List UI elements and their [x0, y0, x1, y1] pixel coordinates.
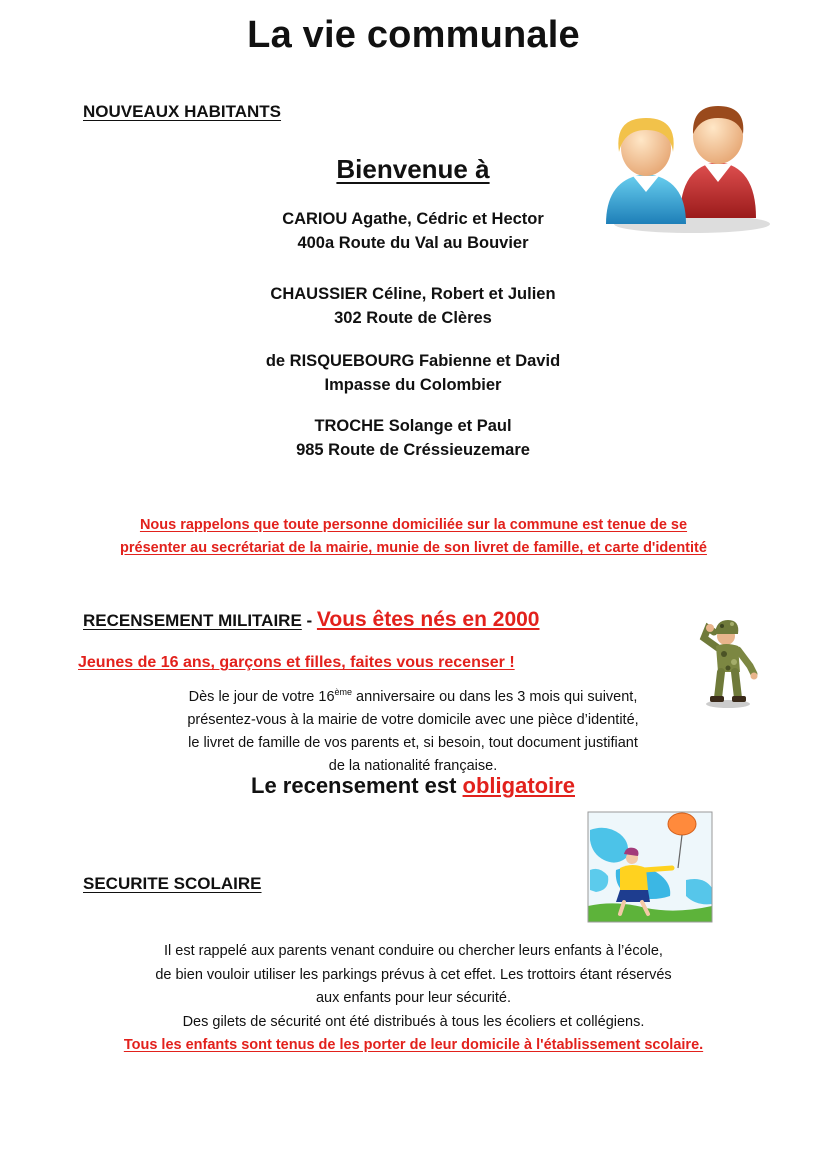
military-text-line: le livret de famille de vos parents et, si besoin, tout document justifiant [188, 734, 638, 751]
military-text-line: Dès le jour de votre 16ème anniversaire ou dans les 3 mois qui suivent, [188, 687, 638, 705]
school-text-line: aux enfants pour leur sécurité. [315, 990, 512, 1006]
family-address: Impasse du Colombier [324, 376, 502, 394]
reminder-line: Nous rappelons que toute personne domiciliée sur la commune est tenue de se [139, 517, 688, 533]
school-text-line: de bien vouloir utiliser les parkings prévus à cet effet. Les trottoirs étant réservés [155, 966, 672, 983]
mandatory-prefix: Le recensement est [251, 773, 463, 798]
school-safety-warning: Tous les enfants sont tenus de les porter de leur domicile à l'établissement scolaire. [123, 1037, 704, 1053]
reminder-line: présenter au secrétariat de la mairie, munie de son livret de famille, et carte d'identité [120, 540, 707, 556]
section-heading-new-residents: NOUVEAUX HABITANTS [83, 102, 282, 121]
family-address: 985 Route de Créssieuzemare [296, 441, 530, 459]
military-subheading: Jeunes de 16 ans, garçons et filles, faites vous recenser ! [78, 654, 515, 671]
school-text-line: Il est rappelé aux parents venant conduire ou chercher leurs enfants à l’école, [164, 943, 663, 959]
family-entry [150, 207, 676, 255]
family-address: 302 Route de Clères [334, 309, 492, 327]
family-name: CHAUSSIER Céline, Robert et Julien [270, 285, 556, 303]
family-name: CARIOU Agathe, Cédric et Hector [282, 210, 544, 228]
military-highlight: Vous êtes nés en 2000 [316, 608, 540, 631]
family-entry [150, 414, 676, 462]
school-text-line: Des gilets de sécurité ont été distribués à tous les écoliers et collégiens. [182, 1013, 645, 1030]
military-text-line: de la nationalité française. [328, 757, 498, 774]
family-entry [150, 349, 676, 397]
welcome-heading: Bienvenue à [336, 154, 490, 184]
heading-separator: - [301, 611, 317, 630]
military-text-line: présentez-vous à la mairie de votre domicile avec une pièce d’identité, [187, 711, 639, 728]
mandatory-word: obligatoire [462, 773, 575, 798]
military-heading-text: RECENSEMENT MILITAIRE [83, 611, 302, 630]
child-balloon-icon [586, 810, 718, 926]
school-safety-text [60, 940, 767, 1058]
section-heading-school-safety: SECURITE SCOLAIRE [83, 874, 262, 893]
family-entry [150, 282, 676, 330]
family-address: 400a Route du Val au Bouvier [297, 234, 529, 252]
soldier-icon [688, 614, 768, 710]
military-text [110, 681, 716, 778]
family-name: TROCHE Solange et Paul [314, 417, 512, 435]
section-heading-military [83, 608, 539, 632]
family-name: de RISQUEBOURG Fabienne et David [265, 352, 561, 370]
residency-reminder [60, 514, 767, 560]
page-title: La vie communale [247, 14, 580, 56]
mandatory-statement [110, 773, 716, 799]
people-icon [600, 100, 775, 235]
